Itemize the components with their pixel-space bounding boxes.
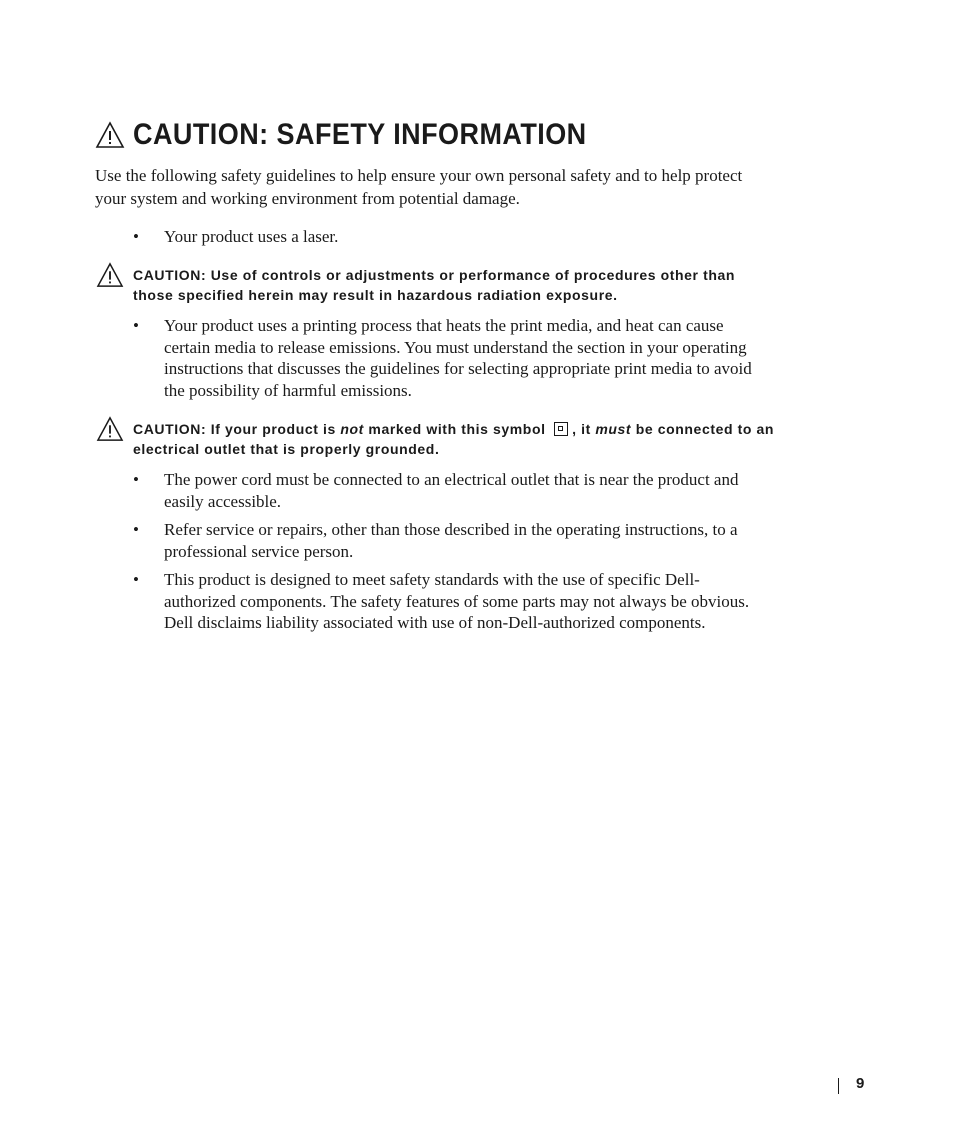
caution-text-part: marked with this symbol — [363, 421, 546, 437]
caution-text-part: be connected to an electrical outlet that is properly grounded. — [133, 421, 775, 457]
caution-radiation — [95, 265, 775, 305]
warning-triangle-icon — [95, 416, 125, 442]
page-heading — [95, 118, 637, 152]
caution-text-part: , it — [572, 421, 596, 437]
caution-text: CAUTION: Use of controls or adjustments or performance of procedures other than those specified herein may result in hazardous radiation exposure. — [133, 267, 736, 303]
list-item-text: Refer service or repairs, other than those described in the operating instructions, to a professional service person. — [164, 520, 738, 561]
bullet-list-1 — [133, 226, 763, 255]
bullet-marker: • — [133, 316, 139, 335]
list-item — [133, 569, 763, 634]
caution-grounding — [95, 419, 775, 459]
footer-divider — [838, 1078, 839, 1094]
caution-emphasis: must — [595, 421, 632, 437]
bullet-marker: • — [133, 570, 139, 589]
intro-paragraph: Use the following safety guidelines to help ensure your own personal safety and to help protect your system and working environment from potential damage. — [95, 166, 743, 208]
caution-text-part: CAUTION: If your product is — [133, 421, 341, 437]
warning-triangle-icon — [95, 262, 125, 288]
bullet-list-3 — [133, 469, 763, 641]
page-title: CAUTION: SAFETY INFORMATION — [133, 118, 587, 151]
list-item-text: This product is designed to meet safety standards with the use of specific Dell-authorized components. The safety features of some parts may not always be obvious. Dell disclaims liability associated with use of non-Dell-authorized components. — [164, 570, 750, 632]
list-item — [133, 315, 763, 401]
list-item — [133, 519, 763, 562]
list-item-text: Your product uses a printing process that heats the print media, and heat can cause certain media to release emissions. You must understand the section in your operating instructions that discusses the guidelines for selecting appropriate print media to avoid the possibility of harmful emissions. — [164, 316, 752, 400]
list-item-text: Your product uses a laser. — [164, 227, 339, 246]
bullet-marker: • — [133, 227, 139, 246]
bullet-marker: • — [133, 470, 139, 489]
bullet-marker: • — [133, 520, 139, 539]
double-insulation-icon — [554, 422, 568, 436]
caution-emphasis: not — [340, 421, 364, 437]
list-item-text: The power cord must be connected to an electrical outlet that is near the product and easily accessible. — [164, 470, 739, 511]
caution-text — [133, 419, 775, 459]
bullet-list-2 — [133, 315, 763, 408]
list-item — [133, 226, 763, 248]
page-number: 9 — [856, 1075, 865, 1092]
warning-triangle-icon — [95, 121, 125, 149]
list-item — [133, 469, 763, 512]
